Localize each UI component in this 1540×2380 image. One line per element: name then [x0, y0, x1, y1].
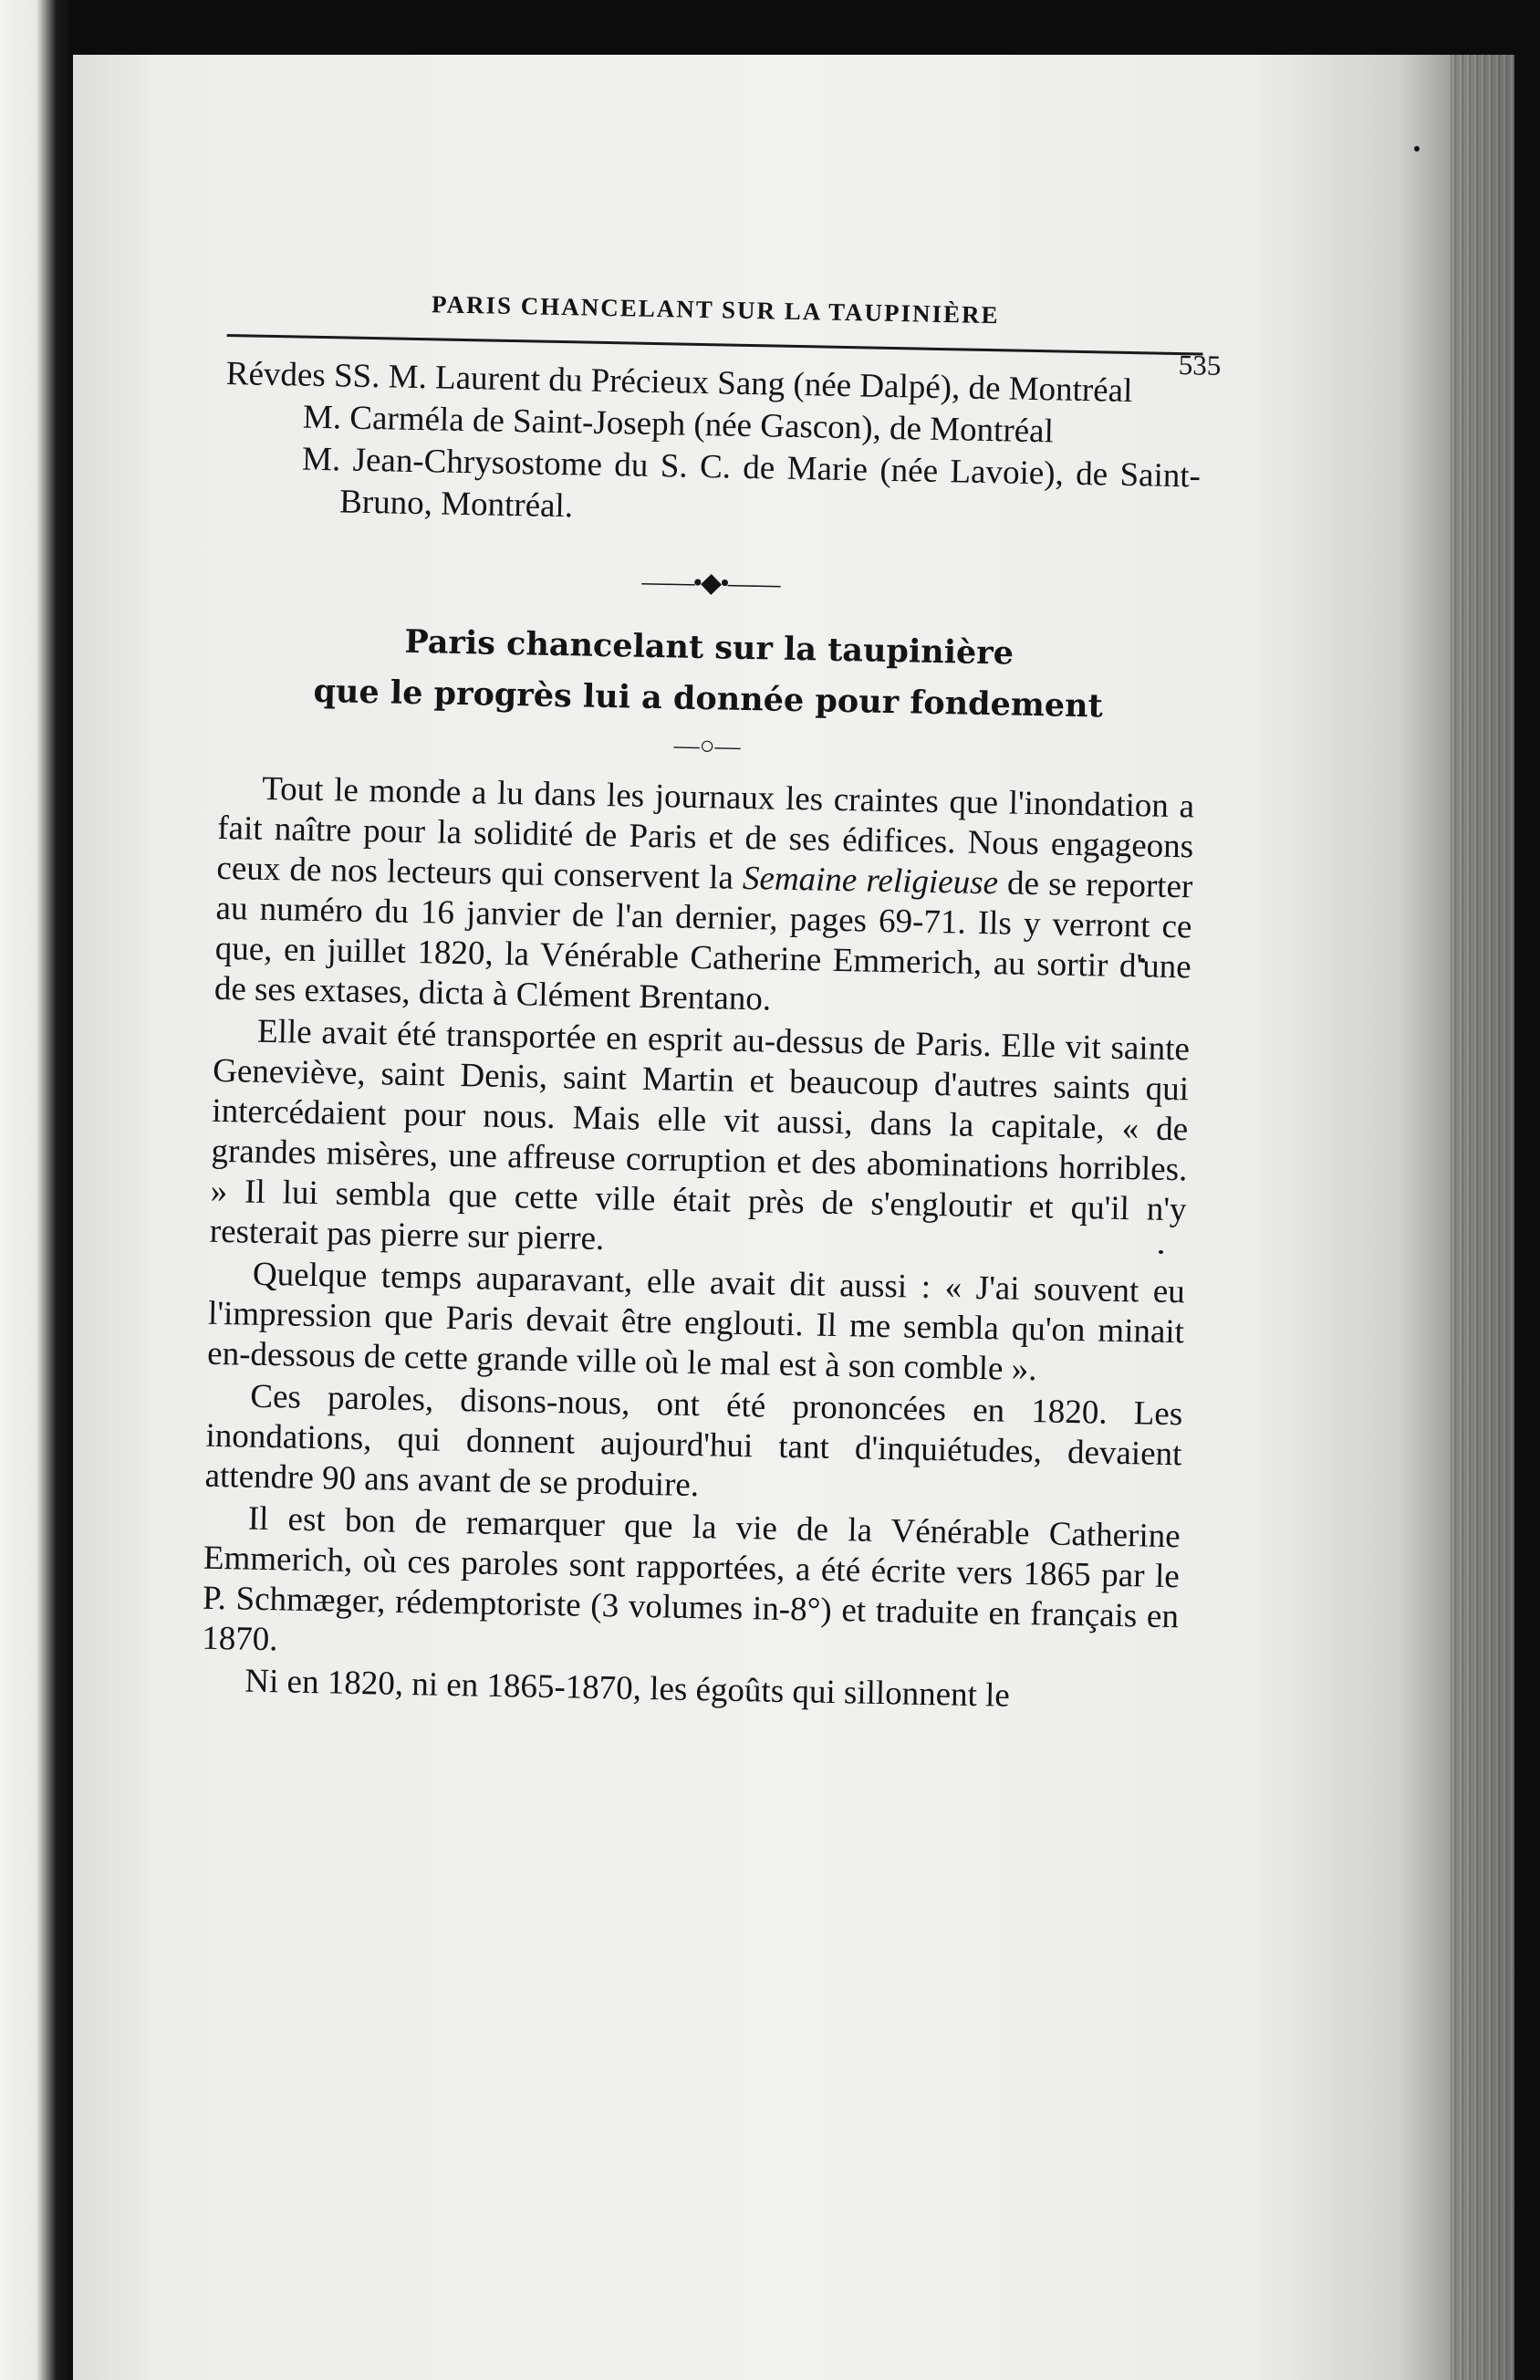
page-number: 535 — [1178, 349, 1222, 381]
publication-name: Semaine religieuse — [742, 859, 999, 903]
title-rule: —○— — [673, 731, 741, 761]
list-item-text: M. Jean-Chrysostome du S. C. de Marie (née Lavoie), de Saint-Bruno, Montréal. — [301, 440, 1202, 526]
article-body — [201, 768, 1194, 1719]
paragraph: Elle avait été transportée en esprit au-dessus de Paris. Elle vit sainte Geneviève, saint Denis, saint Martin et beaucoup d'autres saints qui intercédaient pour nous. Mais elle vit aussi, dans la capitale, « de grandes misères, une affreuse corruption et des abominations horribles. » Il lui sembla que cette ville était près de s'engloutir et qu'il n'y resterait pas pierre sur pierre. — [209, 1012, 1191, 1258]
paragraph: Quelque temps auparavant, elle avait dit aussi : « J'ai souvent eu l'impression que Paris devait être englouti. Il me sembla qu'on minait en-dessous de cette grande ville où le mal est à son comble ». — [206, 1255, 1186, 1389]
list-item-text: M. Laurent du Précieux Sang (née Dalpé), de Montréal — [388, 358, 1133, 411]
paragraph-text: de se reporter au numéro du 16 janvier de l'an dernier, pages 69-71. Ils y verront ce que, en juillet 1820, la Vénérable Catherine Emmerich, au sortir d'une de ses extases, dicta à Clément Brentano. — [213, 864, 1193, 1018]
list-item-text: M. Carméla de Saint-Joseph (née Gascon), de Montréal — [302, 398, 1055, 451]
paragraph: Ces paroles, disons-nous, ont été prononcées en 1820. Les inondations, qui donnent aujourd'hui tant d'inquiétudes, devaient attendre 90 ans avant de se produire. — [204, 1377, 1183, 1505]
section-ornament: ——•◆•—— — [641, 566, 779, 600]
running-head-title: PARIS CHANCELANT SUR LA TAUPINIÈRE — [431, 290, 1000, 329]
page-content — [201, 274, 1222, 1721]
paragraph: Il est bon de remarquer que la vie de la Vénérable Catherine Emmerich, où ces paroles sont rapportées, a été écrite vers 1865 par le P. Schmæger, rédemptoriste (3 volumes in-8°) et traduite en français en 1870. — [201, 1499, 1181, 1659]
article-title-line-2: que le progrès lui a donnée pour fondement — [313, 672, 1104, 725]
left-page-edge — [0, 0, 68, 2380]
paragraph-text: Tout le monde a lu dans les journaux les craintes que l'inondation a fait naître pour la solidité de Paris et de ses édifices. Nous engageons ceux de nos lecteurs qui conservent la — [216, 769, 1195, 897]
paragraph — [214, 768, 1195, 1028]
list-prefix: Révdes SS. — [225, 354, 380, 396]
article-title-line-1: Paris chancelant sur la taupinière — [404, 622, 1015, 673]
page-stack-edge — [1451, 55, 1514, 2380]
article-title — [220, 613, 1198, 735]
dust-speck — [1414, 146, 1420, 151]
names-list — [224, 353, 1202, 540]
list-item — [301, 439, 1202, 540]
paragraph: Ni en 1820, ni en 1865-1870, les égoûts qui sillonnent le — [245, 1662, 1011, 1715]
